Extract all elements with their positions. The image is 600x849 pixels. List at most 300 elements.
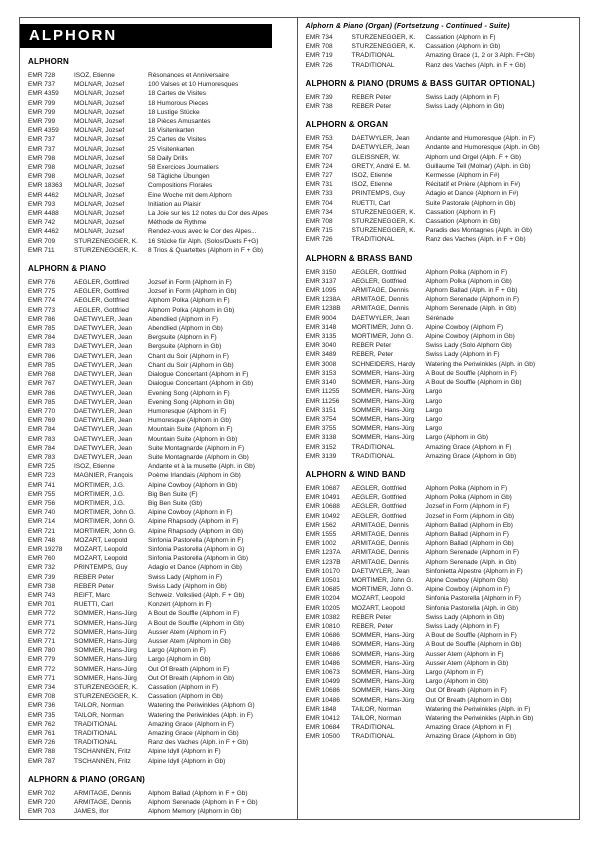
- entry-title: Rendez-vous avec le Cor des Alpes...: [148, 228, 257, 236]
- entry-ref: EMR 742: [28, 219, 56, 227]
- entry-ref: EMR 4462: [28, 191, 59, 199]
- entry-title: Alphorn Ballad (Alphorn in Eb): [425, 521, 513, 529]
- entry-title: Ranz des Vaches (Alph. in F + Gb): [148, 739, 249, 747]
- catalog-entry: [28, 181, 293, 190]
- left-column-sections: [28, 57, 293, 816]
- catalog-entry: [28, 278, 293, 287]
- entry-list: [28, 278, 293, 766]
- catalog-entry: [28, 218, 293, 227]
- entry-composer: SOMMER, Hans-Jürg: [351, 369, 415, 377]
- entry-composer: SOMMER, Hans-Jürg: [351, 425, 415, 433]
- entry-title: Swiss Lady (Alphorn in F): [425, 622, 500, 630]
- entry-composer: SOMMER, Hans-Jürg: [351, 641, 415, 649]
- entry-composer: MORTIMER, John G.: [351, 586, 414, 594]
- catalog-entry: [28, 154, 293, 163]
- entry-composer: STURZENEGGER, K.: [351, 227, 416, 235]
- entry-ref: EMR 786: [28, 389, 56, 397]
- entry-title: Amazing Grace (Alphorn in F): [425, 443, 512, 451]
- entry-ref: EMR 19278: [28, 545, 63, 553]
- entry-ref: EMR 739: [305, 93, 333, 101]
- catalog-entry: [28, 89, 293, 98]
- entry-title: Alphorn Ballad (Alphorn in F + Gb): [148, 789, 248, 797]
- entry-title: Sérénade: [425, 314, 454, 322]
- entry-ref: EMR 10492: [305, 512, 340, 520]
- entry-composer: DAETWYLER, Jean: [351, 314, 410, 322]
- entry-composer: MOLNAR, Jozsef: [74, 210, 125, 218]
- entry-ref: EMR 772: [28, 665, 56, 673]
- catalog-entry: [28, 738, 293, 747]
- entry-list: [306, 484, 576, 742]
- section-alphorn-organ: [306, 120, 576, 244]
- catalog-entry: [28, 379, 293, 388]
- entry-composer: MOLNAR, Jozsef: [74, 219, 125, 227]
- entry-composer: AEGLER, Gottfried: [351, 277, 407, 285]
- catalog-entry: [306, 714, 576, 723]
- entry-composer: DAETWYLER, Jean: [74, 398, 133, 406]
- catalog-entry: [306, 226, 576, 235]
- entry-composer: TAILOR, Norman: [74, 711, 124, 719]
- entry-ref: EMR 784: [28, 444, 56, 452]
- catalog-entry: [28, 609, 293, 618]
- catalog-entry: [28, 665, 293, 674]
- section-heading-alphorn-brass-band: ALPHORN & BRASS BAND: [305, 253, 413, 263]
- catalog-entry: [306, 134, 576, 143]
- entry-ref: EMR 738: [305, 103, 333, 111]
- entry-composer: STURZENEGGER, K.: [351, 43, 416, 51]
- entry-title: Jozsef in Form (Alphorn in F): [425, 503, 510, 511]
- catalog-entry: [306, 286, 576, 295]
- entry-ref: EMR 3137: [305, 277, 337, 285]
- entry-title: Cassation (Alphorn in Gb): [425, 43, 501, 51]
- entry-title: Alphorn Ballad (Alph. in F + Gb): [425, 287, 518, 295]
- entry-composer: DAETWYLER, Jean: [74, 315, 133, 323]
- entry-title: Alpine Cowboy (Alphorn Gb): [425, 576, 508, 584]
- entry-ref: EMR 3754: [305, 415, 337, 423]
- catalog-entry: [28, 315, 293, 324]
- section-alphorn-piano-organ-continued: [306, 23, 576, 70]
- entry-title: Eine Woche mit dem Alphorn: [148, 191, 232, 199]
- catalog-entry: [28, 80, 293, 89]
- entry-composer: REBER Peter: [351, 342, 392, 350]
- catalog-entry: [306, 631, 576, 640]
- catalog-entry: [28, 619, 293, 628]
- catalog-entry: [28, 807, 293, 816]
- entry-title: Alphorn Serenade (Alphorn in F): [425, 549, 520, 557]
- entry-composer: SOMMER, Hans-Jürg: [74, 656, 137, 664]
- entry-title: Largo (Alphorn in Gb): [425, 434, 489, 442]
- catalog-entry: [28, 711, 293, 720]
- entry-ref: EMR 18363: [28, 182, 63, 190]
- entry-ref: EMR 736: [28, 702, 56, 710]
- catalog-entry: [306, 732, 576, 741]
- catalog-entry: [306, 686, 576, 695]
- entry-composer: REBER, Peter: [351, 622, 394, 630]
- entry-ref: EMR 740: [28, 509, 56, 517]
- entry-title: Chant du Soir (Alphorn in Gb): [148, 361, 234, 369]
- catalog-entry: [28, 296, 293, 305]
- entry-ref: EMR 3153: [305, 369, 337, 377]
- catalog-entry: [306, 102, 576, 111]
- entry-title: Sinfonietta Alpestre (Alphorn in F): [425, 567, 523, 575]
- entry-ref: EMR 753: [305, 135, 333, 143]
- catalog-entry: [306, 452, 576, 461]
- entry-title: Mountain Suite (Alphorn in F): [148, 426, 233, 434]
- catalog-entry: [306, 199, 576, 208]
- entry-composer: SOMMER, Hans-Jürg: [351, 632, 415, 640]
- entry-title: Largo (Alphorn in F): [148, 647, 206, 655]
- entry-composer: REIFT, Marc: [74, 591, 111, 599]
- catalog-entry: [306, 613, 576, 622]
- entry-title: Alphorn Ballad (Alphorn in F): [425, 530, 509, 538]
- entry-ref: EMR 762: [28, 720, 56, 728]
- section-heading-alphorn-piano: ALPHORN & PIANO: [28, 264, 107, 274]
- entry-composer: SOMMER, Hans-Jürg: [351, 406, 415, 414]
- entry-composer: TAILOR, Norman: [351, 715, 402, 722]
- entry-composer: REBER Peter: [351, 93, 392, 101]
- entry-ref: EMR 10685: [305, 586, 340, 594]
- entry-title: Cassation (Alphorn in F): [425, 208, 496, 216]
- entry-title: Andante et à la musette (Alph. in Gb): [148, 463, 255, 471]
- entry-ref: EMR 10499: [305, 678, 340, 686]
- entry-title: Amazing Grace (Alphorn in Gb): [148, 730, 239, 738]
- entry-ref: EMR 701: [28, 601, 56, 609]
- entry-title: Swiss Lady (Alphorn in Gb): [425, 613, 505, 621]
- entry-ref: EMR 776: [28, 279, 56, 287]
- catalog-entry: [28, 508, 293, 517]
- entry-composer: ARMITAGE, Dennis: [74, 789, 132, 797]
- entry-ref: EMR 10486: [305, 641, 340, 649]
- entry-composer: MOLNAR, Jozsef: [74, 99, 125, 107]
- catalog-entry: [28, 200, 293, 209]
- entry-ref: EMR 784: [28, 334, 56, 342]
- entry-ref: EMR 775: [28, 288, 56, 296]
- entry-title: Swiss Lady (Alphorn in Gb): [425, 103, 505, 111]
- entry-ref: EMR 10486: [305, 659, 340, 667]
- entry-title: Amazing Grace (Alphorn in F): [148, 720, 234, 728]
- entry-ref: EMR 738: [28, 582, 56, 590]
- entry-ref: EMR 783: [28, 453, 56, 461]
- entry-ref: EMR 726: [305, 236, 333, 244]
- entry-composer: GLEISSNER, W.: [351, 153, 400, 161]
- entry-composer: SOMMER, Hans-Jürg: [351, 415, 415, 423]
- entry-title: Alpine Idyll (Alphorn in Gb): [148, 757, 226, 765]
- entry-composer: MOLNAR, Jozsef: [74, 228, 125, 236]
- entry-title: Cassation (Alphorn in Gb): [148, 693, 223, 701]
- entry-composer: SOMMER, Hans-Jürg: [74, 610, 137, 618]
- entry-title: 18 Visitenkarten: [148, 127, 195, 135]
- catalog-entry: [28, 145, 293, 154]
- catalog-entry: [306, 705, 576, 714]
- entry-composer: DAETWYLER, Jean: [74, 453, 133, 461]
- entry-ref: EMR 732: [28, 564, 56, 572]
- entry-ref: EMR 1555: [305, 530, 337, 538]
- entry-ref: EMR 761: [28, 730, 56, 738]
- entry-title: Bergsuite (Alphorn in F): [148, 334, 217, 342]
- section-alphorn: [28, 57, 293, 255]
- entry-ref: EMR 10204: [305, 595, 340, 603]
- catalog-entry: [306, 415, 576, 424]
- catalog-entry: [28, 361, 293, 370]
- entry-composer: SOMMER, Hans-Jürg: [74, 637, 137, 645]
- entry-composer: TSCHANNEN, Fritz: [74, 748, 131, 756]
- entry-composer: TRADITIONAL: [351, 452, 395, 460]
- entry-composer: MOLNAR, Jozsef: [74, 118, 125, 126]
- entry-composer: AEGLER, Gottfried: [74, 297, 129, 305]
- catalog-entry: [28, 191, 293, 200]
- entry-title: Watering the Periwinkles (Alphorn G): [148, 702, 255, 710]
- catalog-entry: [306, 378, 576, 387]
- entry-title: Watering the Periwinkles (Alph. in F): [425, 705, 531, 713]
- entry-ref: EMR 10205: [305, 604, 340, 612]
- catalog-entry: [306, 153, 576, 162]
- entry-ref: EMR 714: [28, 518, 56, 526]
- entry-ref: EMR 786: [28, 352, 56, 360]
- entry-list: [306, 268, 576, 461]
- entry-composer: MOLNAR, Jozsef: [74, 191, 125, 199]
- catalog-entry: [28, 591, 293, 600]
- catalog-entry: [28, 628, 293, 637]
- entry-composer: DAETWYLER, Jean: [74, 389, 133, 397]
- entry-composer: ARMITAGE, Dennis: [351, 521, 409, 529]
- entry-ref: EMR 726: [28, 739, 56, 747]
- entry-composer: PRINTEMPS, Guy: [74, 564, 128, 572]
- catalog-entry: [306, 369, 576, 378]
- catalog-entry: [28, 108, 293, 117]
- entry-composer: SCHNEIDERS, Hardy: [351, 360, 416, 368]
- catalog-entry: [28, 246, 293, 255]
- entry-title: Alphorn und Orgel (Alph. F + Gb): [425, 153, 522, 161]
- entry-composer: SOMMER, Hans-Jürg: [74, 647, 137, 655]
- entry-ref: EMR 3138: [305, 434, 337, 442]
- entry-composer: MOZART, Leopold: [74, 536, 128, 544]
- entry-ref: EMR 743: [28, 591, 56, 599]
- entry-title: Largo (Alphorn in Gb): [425, 678, 489, 686]
- catalog-entry: [306, 668, 576, 677]
- entry-ref: EMR 3152: [305, 443, 337, 451]
- entry-composer: MOZART, Leopold: [351, 595, 405, 603]
- entry-ref: EMR 734: [305, 208, 333, 216]
- entry-title: Andante and Humoresque (Alph. in F): [425, 135, 535, 143]
- catalog-entry: [28, 471, 293, 480]
- entry-title: Alphorn Polka (Alphorn in Gb): [425, 277, 512, 285]
- entry-composer: REBER Peter: [351, 613, 392, 621]
- entry-ref: EMR 733: [305, 190, 333, 198]
- entry-title: Alphorn Serenade (Alph. in Gb): [425, 558, 517, 566]
- catalog-entry: [28, 71, 293, 80]
- entry-composer: TRADITIONAL: [74, 720, 117, 728]
- entry-title: Out Of Breath (Alphorn in F): [148, 665, 230, 673]
- catalog-entry: [306, 594, 576, 603]
- entry-title: Evening Song (Alphorn in F): [148, 389, 230, 397]
- entry-title: Ausser Atem (Alphorn in Gb): [148, 637, 231, 645]
- catalog-entry: [28, 683, 293, 692]
- entry-ref: EMR 1848: [305, 705, 337, 713]
- entry-title: Watering the Periwinkles (Alph. in F): [148, 711, 253, 719]
- entry-ref: EMR 10810: [305, 622, 340, 630]
- entry-ref: EMR 3140: [305, 379, 337, 387]
- entry-composer: REBER Peter: [74, 582, 114, 590]
- catalog-entry: [28, 789, 293, 798]
- entry-composer: AEGLER, Gottfried: [351, 484, 407, 492]
- entry-composer: MORTIMER, John G.: [351, 323, 414, 331]
- catalog-entry: [28, 637, 293, 646]
- section-heading-alphorn: ALPHORN: [28, 57, 69, 66]
- catalog-entry: [28, 517, 293, 526]
- entry-composer: RUETTI, Carl: [351, 199, 391, 207]
- entry-composer: MOLNAR, Jozsef: [74, 136, 125, 144]
- entry-title: Largo (Alphorn in Gb): [148, 656, 211, 664]
- entry-title: Alpine Rhapsody (Alphorn in Gb): [148, 527, 244, 535]
- entry-composer: REBER Peter: [74, 573, 114, 581]
- entry-title: 25 Cartes de Visites: [148, 136, 207, 144]
- section-heading-alphorn-piano-drums-bass: ALPHORN & PIANO (DRUMS & BASS GUITAR OPTIONAL): [305, 78, 535, 88]
- entry-title: Jozsef in Form (Alphorn in Gb): [148, 288, 237, 296]
- entry-composer: STURZENEGGER, K.: [74, 684, 138, 691]
- entry-ref: EMR 754: [305, 144, 333, 152]
- entry-ref: EMR 787: [28, 757, 56, 765]
- entry-title: Mountain Suite (Alphorn in Gb): [148, 435, 238, 443]
- entry-ref: EMR 709: [28, 237, 56, 245]
- catalog-entry: [306, 659, 576, 668]
- entry-composer: ARMITAGE, Dennis: [351, 530, 409, 538]
- catalog-entry: [28, 227, 293, 236]
- entry-ref: EMR 760: [28, 555, 56, 563]
- entry-title: Humoresque (Alphorn in F): [148, 407, 227, 415]
- entry-title: Amazing Grace (Alphorn in F): [425, 724, 512, 732]
- entry-title: 8 Trios & Quartettes (Alphorn in F + Gb): [148, 246, 264, 254]
- entry-title: 18 Lustige Stücke: [148, 108, 200, 116]
- entry-title: A Bout de Souffle (Alphorn in Gb): [425, 379, 522, 387]
- catalog-entry: [28, 435, 293, 444]
- catalog-entry: [306, 539, 576, 548]
- entry-title: Amazing Grace (Alphorn in Gb): [425, 452, 517, 460]
- entry-title: Out Of Breath (Alphorn in Gb): [425, 696, 512, 704]
- entry-composer: MORTIMER, John G.: [74, 527, 136, 535]
- entry-ref: EMR 798: [28, 154, 56, 162]
- right-column-sections: [306, 23, 576, 742]
- entry-ref: EMR 723: [28, 472, 56, 480]
- entry-title: Ausser Atem (Alphorn in F): [148, 628, 227, 636]
- entry-composer: STURZENEGGER, K.: [74, 237, 138, 245]
- page-banner: ALPHORN: [20, 24, 272, 48]
- entry-composer: ISOZ, Etienne: [351, 181, 393, 189]
- entry-composer: DAETWYLER, Jean: [74, 352, 133, 360]
- catalog-entry: [28, 416, 293, 425]
- catalog-entry: [306, 493, 576, 502]
- entry-ref: EMR 3008: [305, 360, 337, 368]
- catalog-entry: [306, 42, 576, 51]
- entry-title: Alphorn Memory (Alphorn in Gb): [148, 808, 242, 816]
- catalog-entry: [306, 171, 576, 180]
- entry-ref: EMR 1238B: [305, 305, 341, 313]
- entry-composer: ISOZ, Etienne: [74, 72, 115, 79]
- entry-composer: SOMMER, Hans-Jürg: [74, 619, 137, 627]
- entry-ref: EMR 734: [305, 34, 333, 41]
- entry-title: Dialogue Concertant (Alphorn in F): [148, 371, 249, 379]
- entry-composer: ARMITAGE, Dennis: [351, 287, 409, 295]
- entry-ref: EMR 748: [28, 536, 56, 544]
- entry-ref: EMR 10686: [305, 632, 340, 640]
- entry-composer: SOMMER, Hans-Jürg: [74, 674, 137, 682]
- section-alphorn-piano-drums-bass: [306, 79, 576, 111]
- entry-title: 18 Pièces Amusantes: [148, 118, 211, 126]
- entry-composer: DAETWYLER, Jean: [74, 380, 133, 388]
- catalog-entry: [28, 389, 293, 398]
- entry-title: 16 Stücke für Alph. (Solos/Duets F+G): [148, 237, 259, 245]
- catalog-entry: [306, 360, 576, 369]
- entry-ref: EMR 785: [28, 398, 56, 406]
- entry-composer: MAGNIER, François: [74, 472, 133, 480]
- catalog-entry: [28, 135, 293, 144]
- entry-composer: MOLNAR, Jozsef: [74, 164, 125, 172]
- entry-title: Suite Montagnarde (Alphorn in F): [148, 444, 245, 452]
- entry-ref: EMR 737: [28, 136, 56, 144]
- catalog-entry: [306, 314, 576, 323]
- catalog-entry: [306, 341, 576, 350]
- entry-title: Jozsef in Form (Alphorn in Gb): [425, 512, 515, 520]
- entry-ref: EMR 767: [28, 380, 56, 388]
- entry-ref: EMR 755: [28, 490, 56, 498]
- entry-ref: EMR 756: [28, 499, 56, 507]
- catalog-entry: [28, 499, 293, 508]
- entry-ref: EMR 773: [28, 306, 56, 314]
- catalog-entry: [306, 512, 576, 521]
- entry-ref: EMR 10491: [305, 494, 340, 502]
- entry-composer: MOLNAR, Jozsef: [74, 182, 125, 190]
- entry-composer: MORTIMER, John G.: [351, 333, 414, 341]
- entry-ref: EMR 10412: [305, 715, 340, 722]
- entry-composer: AEGLER, Gottfried: [351, 503, 407, 511]
- entry-title: Big Ben Suite (F): [148, 490, 198, 498]
- entry-ref: EMR 737: [28, 81, 56, 89]
- entry-title: Alpine Cowboy (Alphorn in F): [148, 509, 233, 517]
- entry-ref: EMR 10486: [305, 696, 340, 704]
- entry-composer: STURZENEGGER, K.: [74, 246, 138, 254]
- entry-composer: AEGLER, Gottfried: [351, 268, 407, 276]
- catalog-entry: [306, 387, 576, 396]
- entry-composer: TRADITIONAL: [351, 236, 395, 244]
- entry-title: Sinfonia Pastorella (Alphorn in F): [425, 595, 521, 603]
- entry-title: Suite Pastorale (Alphorn in Gb): [425, 199, 516, 207]
- entry-composer: MORTIMER, John G.: [74, 518, 136, 526]
- entry-composer: MOZART, Leopold: [74, 545, 128, 553]
- catalog-entry: [28, 573, 293, 582]
- catalog-entry: [306, 162, 576, 171]
- entry-title: Schweiz. Volkslied (Alph. F + Gb): [148, 591, 245, 599]
- catalog-entry: [28, 352, 293, 361]
- entry-title: Swiss Lady (Alphorn in F): [425, 351, 500, 359]
- entry-title: A Bout de Souffle (Alphorn in F): [148, 610, 240, 618]
- entry-composer: DAETWYLER, Jean: [74, 444, 133, 452]
- entry-ref: EMR 799: [28, 118, 56, 126]
- entry-ref: EMR 3148: [305, 323, 337, 331]
- catalog-entry: [28, 554, 293, 563]
- entry-title: Amazing Grace (Alphorn in Gb): [425, 733, 517, 741]
- entry-composer: RUETTI, Carl: [74, 601, 113, 609]
- entry-composer: DAETWYLER, Jean: [74, 325, 133, 333]
- entry-title: Largo: [425, 415, 443, 423]
- entry-composer: DAETWYLER, Jean: [74, 407, 133, 415]
- entry-ref: EMR 10684: [305, 724, 340, 732]
- entry-ref: EMR 11255: [305, 388, 340, 396]
- entry-title: Swiss Lady (Solo Alphorn Gb): [425, 342, 512, 350]
- entry-composer: MOLNAR, Jozsef: [74, 81, 125, 89]
- catalog-entry: [28, 490, 293, 499]
- catalog-entry: [28, 527, 293, 536]
- catalog-entry: [28, 370, 293, 379]
- entry-title: Alphorn Ballad (Alphorn in Gb): [425, 540, 514, 548]
- section-heading-alphorn-piano-organ-continued: Alphorn & Piano (Organ) (Fortsetzung - Continued - Suite): [305, 23, 510, 30]
